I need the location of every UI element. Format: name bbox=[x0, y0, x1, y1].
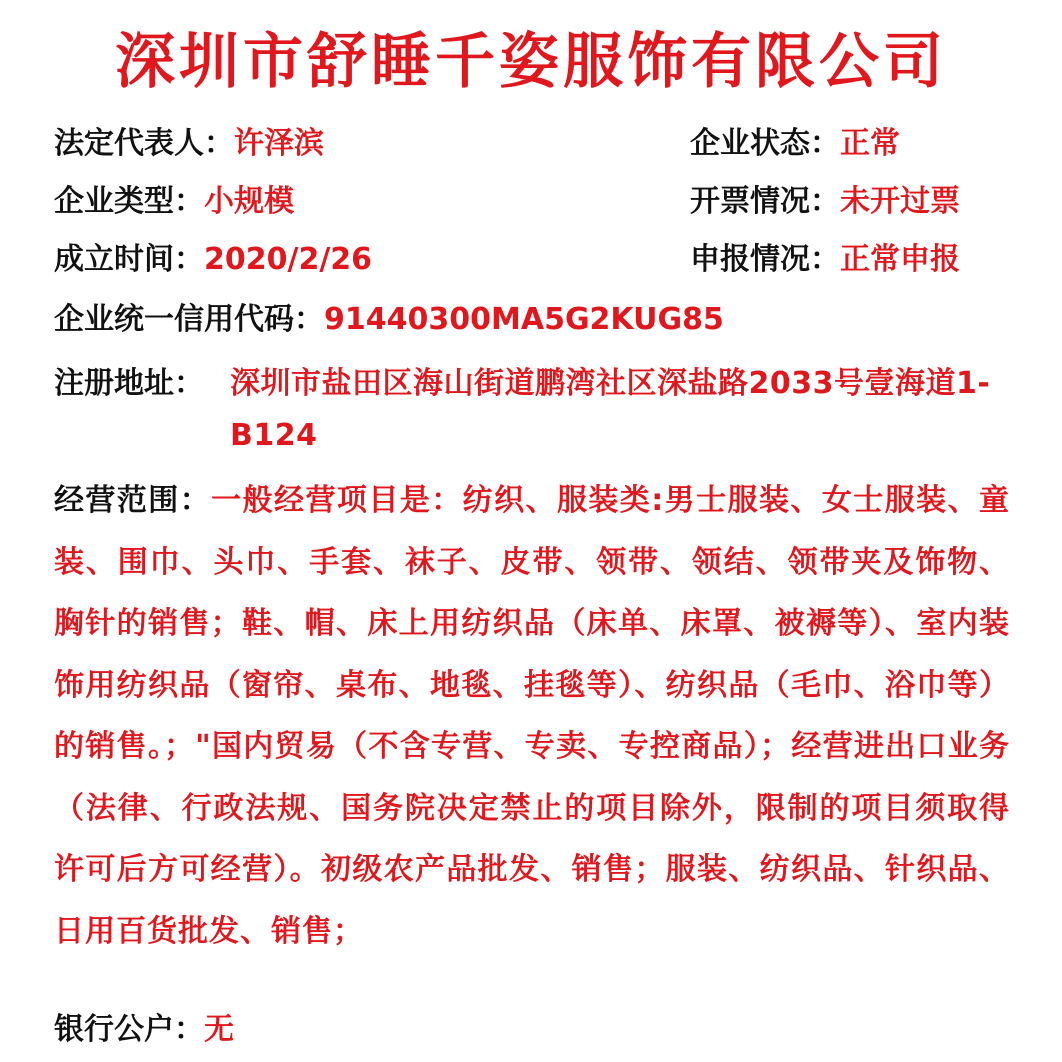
company-name-title: 深圳市舒睡千姿服饰有限公司 bbox=[115, 27, 947, 97]
legal-rep-value: 许泽滨 bbox=[234, 126, 324, 161]
invoice-value: 未开过票 bbox=[840, 184, 960, 219]
type-row bbox=[54, 180, 294, 224]
business-scope bbox=[54, 470, 1010, 962]
declare-value: 正常申报 bbox=[840, 242, 960, 277]
invoice-row bbox=[690, 180, 960, 224]
founded-row bbox=[54, 238, 372, 282]
invoice-label: 开票情况： bbox=[690, 184, 840, 219]
legal-rep-label: 法定代表人： bbox=[54, 126, 234, 161]
type-value: 小规模 bbox=[204, 184, 294, 219]
scope-value: 一般经营项目是：纺织、服装类:男士服装、女士服装、童装、围巾、头巾、手套、袜子、皮带、领带、领结、领带夹及饰物、胸针的销售；鞋、帽、床上用纺织品（床单、床罩、被褥等）、室内装饰用纺织品（窗帘、桌布、地毯、挂毯等）、纺织品（毛巾、浴巾等）的销售。；"国内贸易（不含专营、专卖、专控商品）；经营进出口业务（法律、行政法规、国务院决定禁止的项目除外，限制的项目须取得许可后方可经营）。初级农产品批发、销售；服装、纺织品、针织品、日用百货批发、销售； bbox=[54, 483, 1011, 949]
status-label: 企业状态： bbox=[690, 126, 840, 161]
legal-rep-row bbox=[54, 122, 324, 166]
credit-code-value: 91440300MA5G2KUG85 bbox=[324, 302, 724, 337]
founded-value: 2020/2/26 bbox=[204, 242, 373, 277]
bank-row bbox=[54, 1008, 234, 1052]
type-label: 企业类型： bbox=[54, 184, 204, 219]
status-value: 正常 bbox=[840, 126, 900, 161]
bank-label: 银行公户： bbox=[54, 1012, 204, 1047]
address-label: 注册地址： bbox=[54, 366, 204, 401]
address-value: 深圳市盐田区海山街道鹏湾社区深盐路2033号壹海道1-B124 bbox=[230, 366, 991, 453]
founded-label: 成立时间： bbox=[54, 242, 204, 277]
bank-value: 无 bbox=[204, 1012, 234, 1047]
declare-label: 申报情况： bbox=[690, 242, 840, 277]
declare-row bbox=[690, 238, 960, 282]
status-row bbox=[690, 122, 900, 166]
address-row bbox=[54, 358, 1014, 462]
credit-code-label: 企业统一信用代码： bbox=[54, 302, 324, 337]
scope-label: 经营范围： bbox=[54, 483, 212, 518]
credit-code-row bbox=[54, 298, 724, 342]
